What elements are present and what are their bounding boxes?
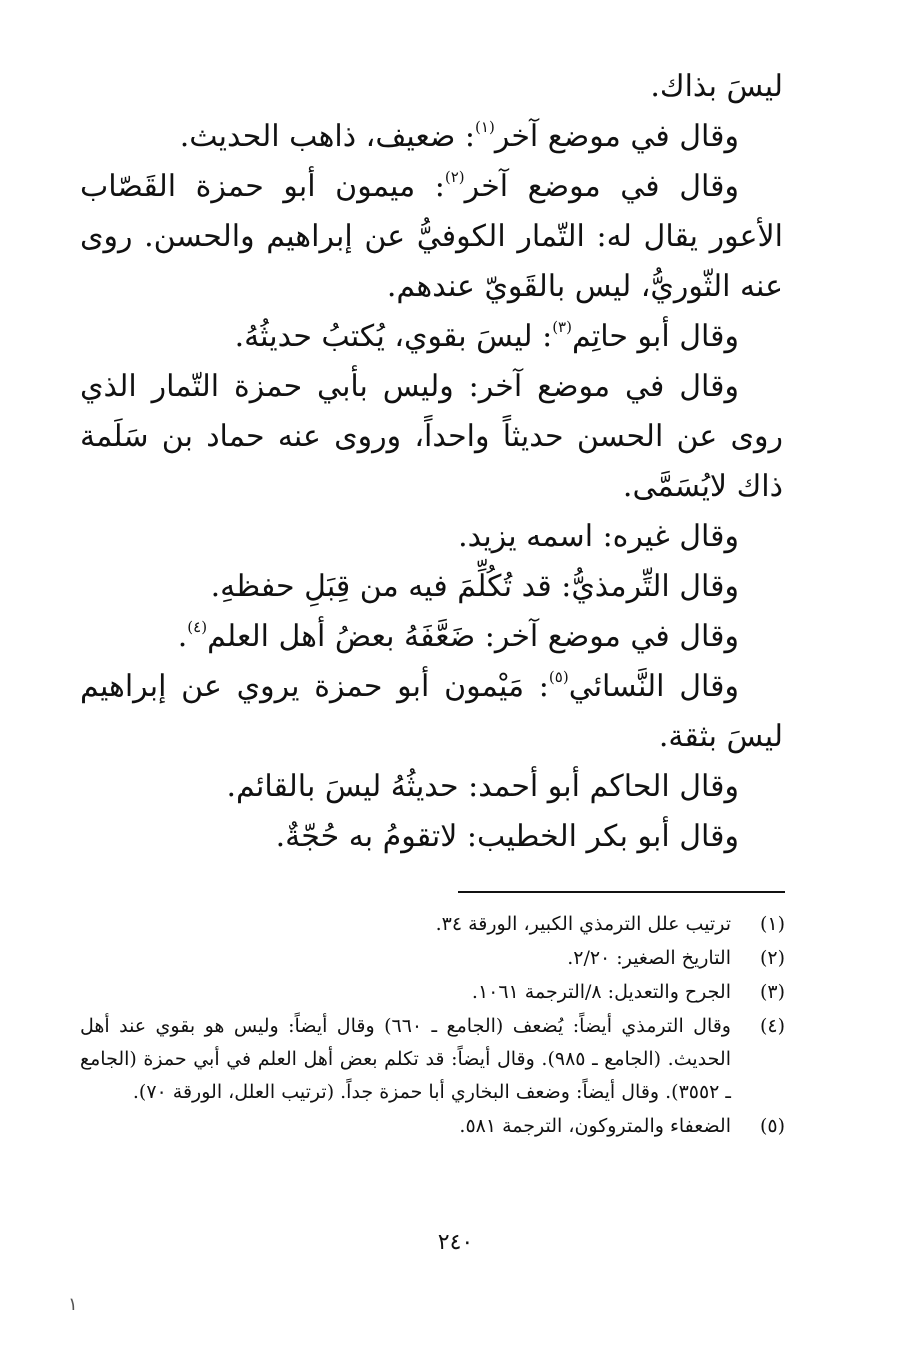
paragraph-text: : ليسَ بقوي، يُكتبُ حديثُهُ. [234, 319, 553, 354]
paragraph-text: . [177, 619, 188, 654]
paragraph-text: وقال في موضع آخر: ضَعَّفَهُ بعضُ أهل العلم [207, 619, 739, 654]
footnote-number: (٥) [759, 1115, 785, 1137]
paragraph-text: : ميمون أبو حمزة القَصّاب الأعور يقال له: التّمار الكوفيُّ عن إبراهيم والحسن. روى عنه الثّوريُّ، ليس بالقَويّ عندهم. [80, 169, 783, 304]
paragraph [80, 312, 783, 362]
paragraph [80, 62, 783, 112]
margin-mark: ١ [68, 1294, 78, 1315]
page-number: ٢٤٠ [437, 1230, 474, 1255]
footnote-reference: (٢) [444, 168, 465, 186]
footnote-text: الضعفاء والمتروكون، الترجمة ٥٨١. [459, 1115, 731, 1137]
footnote-reference: (١) [475, 118, 495, 136]
paragraph [80, 812, 783, 862]
footnote-separator [458, 891, 785, 893]
footnote-number: (٣) [759, 981, 785, 1003]
footnote-text: وقال الترمذي أيضاً: يُضعف (الجامع ـ ٦٦٠) وقال أيضاً: وليس هو بقوي عند أهل الحديث. (الجامع ـ ٩٨٥). وقال أيضاً: قد تكلم بعض أهل العلم في أبي حمزة (الجامع ـ ٣٥٥٢). وقال أيضاً: وضعف البخاري أبا حمزة جداً. (ترتيب العلل، الورقة ٧٠). [80, 1015, 731, 1103]
paragraph-text: وقال النَّسائي [568, 669, 739, 704]
paragraph [80, 112, 783, 162]
footnote [80, 1110, 785, 1143]
paragraph [80, 612, 783, 662]
paragraph [80, 662, 783, 762]
paragraph [80, 562, 783, 612]
footnote-number: (٤) [759, 1015, 785, 1037]
paragraph-text: وقال غيره: اسمه يزيد. [458, 519, 739, 554]
footnote-reference: (٣) [552, 318, 572, 336]
paragraph-text: : مَيْمون أبو حمزة يروي عن إبراهيم ليسَ بثقة. [80, 669, 783, 754]
footnote [80, 908, 785, 941]
footnote-reference: (٥) [548, 668, 569, 686]
footnote-text: الجرح والتعديل: ٨/الترجمة ١٠٦١. [471, 981, 731, 1003]
paragraph-text: ليسَ بذاك. [650, 69, 783, 104]
footnote [80, 976, 785, 1009]
footnote-text: التاريخ الصغير: ٢/٢٠. [567, 947, 731, 969]
paragraph-text: وقال في موضع آخر: وليس بأبي حمزة التّمار الذي روى عن الحسن حديثاً واحداً، وروى عنه حماد بن سَلَمة ذاك لايُسَمَّى. [80, 369, 783, 504]
footnote-reference: (٤) [187, 618, 208, 636]
footnotes [80, 908, 785, 1144]
footnote [80, 1010, 785, 1109]
paragraph [80, 762, 783, 812]
paragraph [80, 362, 783, 512]
footnote-number: (١) [759, 913, 785, 935]
paragraph-text: وقال التِّرمذيُّ: قد تُكُلِّمَ فيه من قِبَلِ حفظهِ. [210, 569, 739, 604]
paragraph-text: وقال أبو بكر الخطيب: لاتقومُ به حُجّةٌ. [275, 819, 739, 854]
paragraph-text: : ضعيف، ذاهب الحديث. [179, 119, 476, 154]
paragraph [80, 162, 783, 312]
footnote-text: ترتيب علل الترمذي الكبير، الورقة ٣٤. [435, 913, 731, 935]
paragraph-text: وقال أبو حاتِم [571, 319, 739, 354]
paragraph-text: وقال الحاكم أبو أحمد: حديثُهُ ليسَ بالقائم. [226, 769, 739, 804]
footnote-number: (٢) [759, 947, 785, 969]
paragraph-text: وقال في موضع آخر [464, 169, 739, 204]
main-text [80, 62, 783, 862]
paragraph [80, 512, 783, 562]
paragraph-text: وقال في موضع آخر [494, 119, 739, 154]
footnote [80, 942, 785, 975]
